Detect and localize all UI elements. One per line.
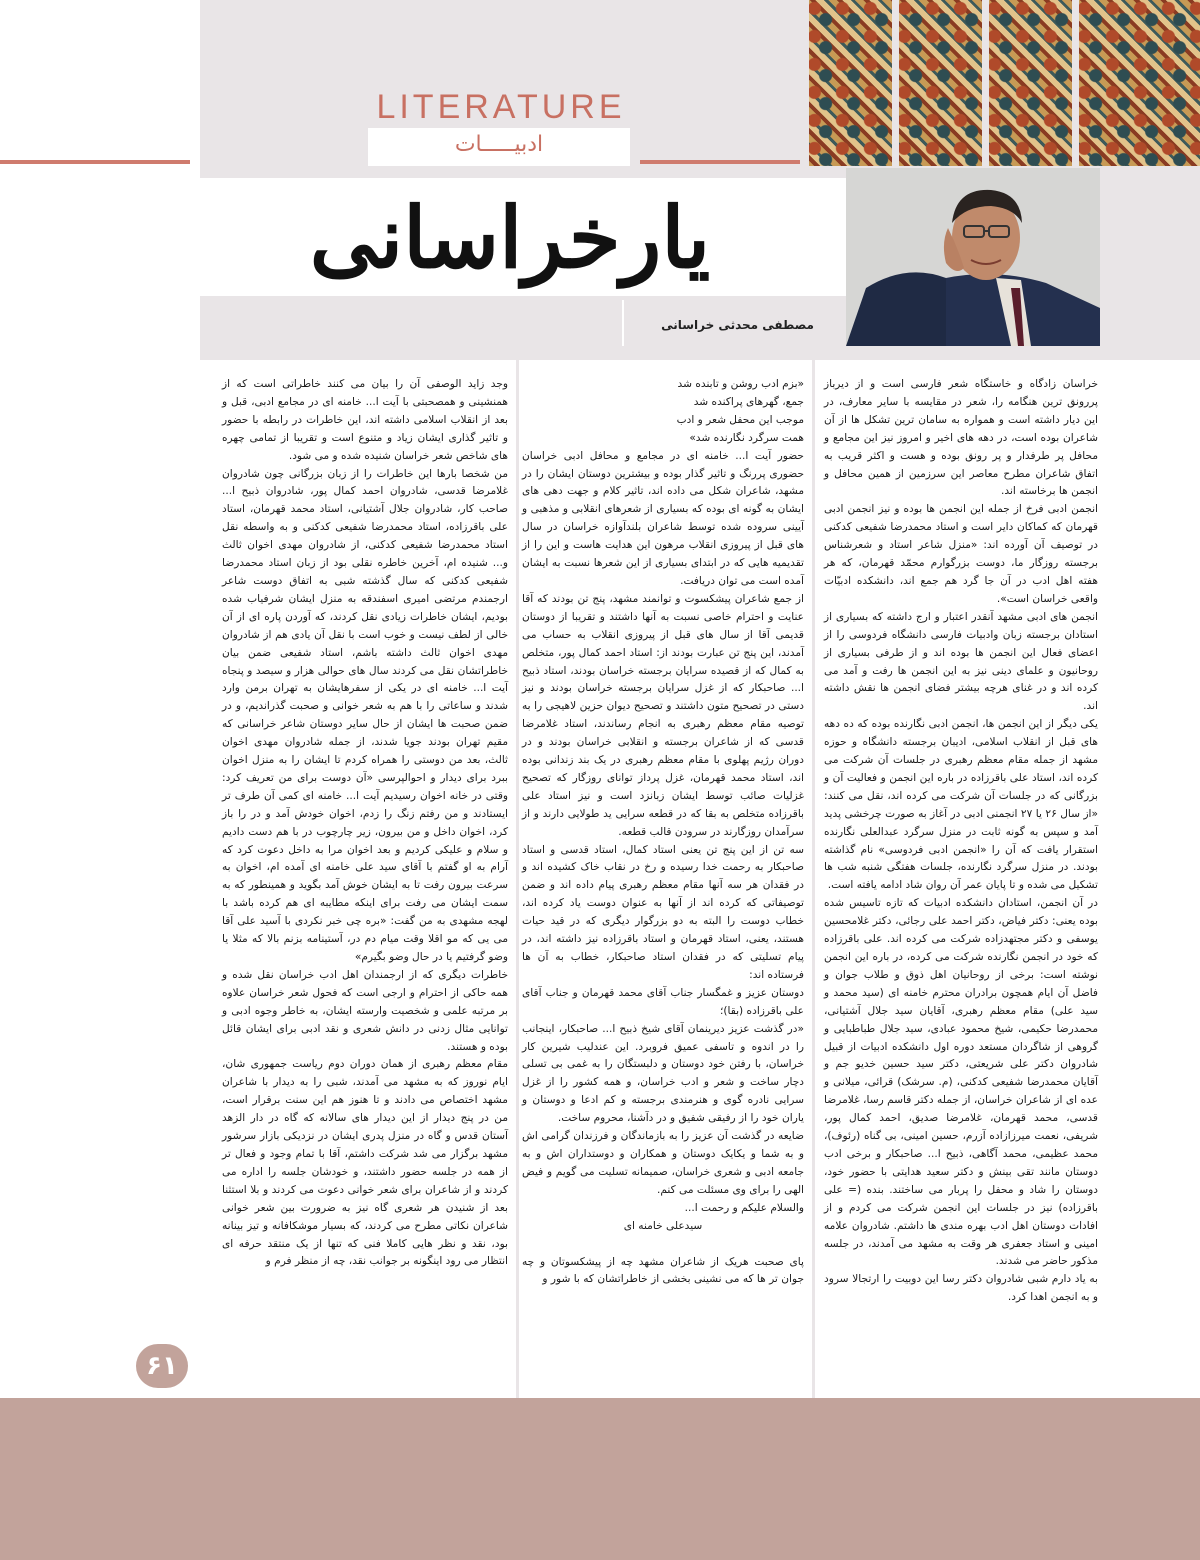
paragraph: خاطرات دیگری که از ارجمندان اهل ادب خراسان نقل شده و همه حاکی از احترام و ارجی است که فحول شعر خراسان علاوه بر مرتبه علمی و شخصیت وارسته ایشان، به خاطر وجوه ادبی و توانایی مثال زدنی در دانش شعری و نقد ادبی برای ایشان قائل بوده و هستند. bbox=[222, 968, 508, 1053]
column-middle bbox=[522, 376, 804, 1289]
paragraph: حضور آیت ا... خامنه ای در مجامع و محافل ادبی خراسان حضوری پررنگ و تاثیر گذار بوده و بیشترین دوستان ایشان را در مشهد، شاعران شکل می داده اند، تاثیر کلام و جهت دهی های ایشان به گونه ای بوده که بسیاری از شعرهای انقلابی و مذهبی و آیینی سروده شده توسط شاعران بلندآوازه خراسان در سال های قبل از پیروزی انقلاب مرهون این هدایت هاست و این را از تقدیمیه هایی که در ابتدای بسیاری از این شعرها نسبت به ایشان آمده است می توان دریافت. bbox=[522, 449, 804, 587]
ornament-tile bbox=[806, 0, 892, 166]
column-divider bbox=[516, 346, 519, 1398]
column-right bbox=[824, 376, 1098, 1307]
section-rule-left bbox=[0, 160, 190, 164]
paragraph: خراسان زادگاه و خاستگاه شعر فارسی است و از دیرباز پررونق ترین هنگامه را، شعر در مقایسه با سایر معارف، در این دیار داشته است و همواره به سامان ترین تشکل ها از آن شاعران بوده است، در دهه های اخیر و امروز نیز این مجامع و محافل پر طرفدار و پر رونق بوده و هست و اکثر قریب به اتفاق شاعران مطرح معاصر این سرزمین از همین محافل و انجمن ها برخاسته اند. bbox=[824, 378, 1098, 498]
column-left bbox=[222, 376, 508, 1271]
paragraph: «در گذشت عزیز دیرینمان آقای شیخ ذبیح ا... صاحبکار، اینجانب را در اندوه و تاسفی عمیق فروبرد. این عندلیب شیرین کار خراسان، با رفتن خود دوستان و دلبستگان را به غمی بی تسلی دچار ساخت و شعر و ادب خراسان، و همه کشور را از غزل سرایی نادره گوی و هنرمندی برجسته و کم ادعا و دوستان و یاران خود را از رفیقی شفیق و در دآشنا، محروم ساخت. bbox=[522, 1022, 804, 1125]
paragraph: دوستان عزیز و غمگسار جناب آقای محمد قهرمان و جناب آقای علی باقرزاده (بقا)؛ bbox=[522, 986, 804, 1017]
paragraph: انجمن ادبی فرخ از جمله این انجمن ها بوده و نیز انجمن ادبی قهرمان که کماکان دایر است و استاد محمدرضا شفیعی کدکنی در توصیف آن آورده اند: «منزل شاعر استاد و شعرشناس برجسته روزگار ما، دوست بزرگوارم محمّد قهرمان، که هر هفته اهل ادب در آن جا گرد هم جمع اند، دانشکده ادبیّات واقعی خراسان است». bbox=[824, 503, 1098, 605]
article-title: یارخراسانی bbox=[309, 188, 711, 287]
article-author: مصطفی محدثی خراسانی bbox=[661, 318, 814, 332]
paragraph: از جمع شاعران پیشکسوت و توانمند مشهد، پنج تن بودند که آقا عنایت و احترام خاصی نسبت به آنها داشتند و تقریبا از دوستان قدیمی آقا از سال های قبل از پیروزی انقلاب به حساب می آمدند، این پنج تن عبارت بودند از: استاد احمد کمال پور، متخلص به کمال که از قصیده سرایان برجسته خراسان بودند، استاد ذبیح ا... صاحبکار که از غزل سرایان برجسته خراسان بودند و نیز دستی در تصحیح متون داشتند و تصحیح دیوان حزین لاهیجی را به توصیه مقام معظم رهبری به انجام رساندند، استاد غلامرضا قدسی که از شاعران برجسته و انقلابی خراسان بودند و در دوران رژیم پهلوی با مقام معظم رهبری در یک بند زندانی بوده اند، استاد محمد قهرمان، غزل پرداز توانای روزگار که تصحیح غزلیات صائب توسط ایشان زبانزد است و نیز استاد علی باقرزاده متخلص به بقا که در قطعه سرایی ید طولایی دارند و از سرآمدان روزگارند در سرودن قالب قطعه. bbox=[522, 592, 804, 838]
bottom-band bbox=[0, 1398, 1200, 1560]
poem-line: جمع، گهرهای پراکنده شد bbox=[693, 395, 804, 408]
poem-line: «بزم ادب روشن و تابنده شد bbox=[677, 378, 804, 390]
paragraph: من شخصا بارها این خاطرات را از زبان بزرگانی چون شادروان غلامرضا قدسی، شادروان احمد کمال پور، شادروان ذبیح ا... صاحب کار، شادروان جلال آشتیانی، استاد محمد قهرمان، استاد علی باقرزاده، استاد محمدرضا شفیعی کدکنی و به واسطه نقل استاد محمدرضا شفیعی کدکنی، از شادروان مهدی اخوان ثالث و... شنیده ام، آخرین خاطره نقلی بود از زبان استاد محمدرضا شفیعی کدکنی که سال گذشته شبی به اتفاق دوست شاعر ارجمندم مرتضی امیری اسفندقه به منزل ایشان شرفیاب شده بودیم، ایشان خاطرات زیادی نقل کردند، که آوردن پاره ای از آن خالی از لطف نیست و خوب است با نقل آن یادی هم از شادروان مهدی اخوان ثالث داشته باشم، استاد شفیعی ضمن بیان خاطراتشان نقل می کردند سال های حوالی هزار و سیصد و پنجاه آیت ا... خامنه ای در یکی از سفرهایشان به تهران برمن وارد شدند و ساعاتی را با هم به شعر خوانی و صحبت گذراندیم، و در ضمن صحبت ها ایشان از حال سایر دوستان شاعر خراسانی که مقیم تهران بودند جویا شدند، از جمله شادروان مهدی اخوان ثالث، بعد من دوستی را همراه کردم تا ایشان را به منزل اخوان ببرد برای دیدار و احوالپرسی «آن دوست برای من تعریف کرد: وقتی در خانه اخوان رسیدیم آیت ا... خامنه ای کمی آن طرف تر ایستادند و من رفتم زنگ را زدم، اخوان خودش آمد و در را باز کرد، اخوان داخل و من بیرون، زیر چارچوب در با هم دست دادیم و سلام و علیکی کردیم و بعد اخوان مرا به داخل دعوت کرد که آرام به او گفتم با آقای سید علی خامنه ای آمده ام، اخوان به سرعت بیرون رفت تا به ایشان خوش آمد بگوید و همینطور که به سمت ایشان می رفت برای اینکه مطایبه ای هم کرده باشد با لهجه مشهدی به من گفت: «بره چی خبر نکردی با آسید علی آقا می یی که مو اقلا وقت میام دم در، آستینامه بزنم بالا که مثلا یا وضو گرفتیم یا در حال وضو بگیرم» bbox=[222, 467, 508, 963]
page-number: ۶۱ bbox=[136, 1344, 188, 1388]
paragraph: وجد زاید الوصفی آن را بیان می کنند خاطراتی است که از همنشینی و همصحبتی با آیت ا... خامنه ای در مجامع ادبی، قبل و بعد از انقلاب اسلامی داشته اند، این خاطرات در رابطه با حضور و تاثیر گذاری ایشان زیاد و متنوع است و تقریبا از تمامی چهره های شاخص شعر خراسان شنیده شده و می شود. bbox=[222, 378, 508, 462]
section-title-fa: ادبیـــــات bbox=[454, 132, 544, 157]
paragraph: در آن انجمن، استادان دانشکده ادبیات که تازه تاسیس شده بوده یعنی: دکتر فیاض، دکتر احمد علی رجائی، دکتر غلامحسین یوسفی و دکتر مجتهدزاده شرکت می کرده اند. علی باقرزاده که خود در انجمن نگارنده شرکت می کرده، در باره این انجمن نوشته است: برخی از روحانیان اهل ذوق و طلاب جوان و فاضل آن ایام همچون برادران محترم خامنه ای (سید محمد و سید علی) مقام معظم رهبری، آقایان سید جلال آشتیانی، محمدرضا حکیمی، شیخ محمود عبادی، سید جلال طباطبایی و گروهی از شاگردان مستعد دوره اول دانشکده ادبیات از قبیل شادروان دکتر علی شریعتی، دکتر سید حسین خدیو جم و آقایان محمدرضا شفیعی کدکنی، (م. سرشک) قرائی، میلانی و عده ای از شاعران خراسان، از جمله دکتر قاسم رسا، غلامرضا قدسی، محمد قهرمان، غلامرضا صدیق، احمد کمال پور، شریفی، نعمت میرزازاده آزرم، حسین امینی، بی گناه (رئوف)، محمد عظیمی، محمد آگاهی، ذبیح ا... صاحبکار و برخی ادب دوستان مانند تقی بینش و دکتر سعید هدایتی با حضور خود، دوستان را شاد و محفل را پربار می ساختند. بنده (= علی باقرزاده) نیز در جلسات این انجمن شرکت می کردم و از افادات دوستان اهل ادب بهره مندی ها داشتم. شادروان علامه امینی و استاد جعفری هر وقت به مشهد می آمدند، در جلسه مذکور حاضر می شدند. bbox=[824, 897, 1098, 1268]
section-title-en: LITERATURE bbox=[376, 88, 626, 126]
ornament-tile bbox=[986, 0, 1072, 166]
section-title-fa-box bbox=[368, 128, 630, 166]
poem-line: همت سرگرد نگارنده شد» bbox=[689, 431, 804, 444]
paragraph: انجمن های ادبی مشهد آنقدر اعتبار و ارج داشته که بسیاری از استادان برجسته زبان وادبیات فارسی دانشگاه فردوسی را از اعضای فعال این انجمن ها بوده اند و از طرفی بسیاری از روحانیون و علمای دینی نیز به این انجمن ها رفت و آمد می کرده اند و در غنای هرچه بیشتر فضای انجمن ها نقش داشته اند. bbox=[824, 610, 1098, 713]
paragraph: سه تن از این پنج تن یعنی استاد کمال، استاد قدسی و استاد صاحبکار به رحمت خدا رسیده و رخ در نقاب خاک کشیده اند و در فقدان هر سه آنها مقام معظم رهبری پیام داده اند و ضمن توصیفاتی که کرده اند از آنها به عنوان دوست یاد کرده اند، خطاب دوست را البته به دو بزرگوار دیگری که در قید حیات هستند، یعنی، استاد قهرمان و استاد باقرزاده نیز داشته اند، در پیام تسلیتی که در فقدان استاد صاحبکار، خطاب به آن ها فرستاده اند: bbox=[522, 843, 804, 981]
paragraph: یکی دیگر از این انجمن ها، انجمن ادبی نگارنده بوده که ده دهه های قبل از انقلاب اسلامی، ادیبان برجسته دانشگاه و حوزه مشهد از جمله مقام معظم رهبری در جلسات آن شرکت می کرده اند، استاد علی باقرزاده در باره این انجمن و فعالیت آن و بزرگانی که در جلسات آن شرکت می کرده اند، نقل می کنند: «از سال ۲۶ یا ۲۷ انجمنی ادبی در آغاز به صورت چرخشی پدید آمد و سپس به گونه ثابت در منزل سرگرد عبدالعلی نگارنده استقرار یافت که آن را «انجمن ادبی فردوسی» نام گذاشته بودند. در منزل سرگرد نگارنده، جلسات هفتگی شنبه شب ها تشکیل می شده و تا پایان عمر آن روان شاد ادامه یافته است. bbox=[824, 718, 1098, 892]
paragraph: مقام معظم رهبری از همان دوران دوم ریاست جمهوری شان، ایام نوروز که به مشهد می آمدند، شبی را به دیدار با شاعران مشهد اختصاص می دادند و تا هنوز هم این سنت برقرار است، من در پنج دیدار از این دیدار های سالانه که گاه در دار الزهد آستان قدس و گاه در منزل پدری ایشان در نزدیکی بازار سرشور مشهد برگزار می شد شرکت داشتم، آقا با تمام وجود و فعال تر از همه در جلسه حضور داشتند، و خودشان جلسه را اداره می کردند و از شاعران برای شعر خوانی دعوت می کردند و بلا استثنا بعد از شنیدن هر شعری گاه نیز به ضرورت بین شعر خوانی شاعران نکاتی مطرح می کردند، که بسیار موشکافانه و تیز بینانه بود، نقد و نظر هایی کاملا فنی که تنها از یک منتقد حرفه ای انتظار می رود اینگونه بر جوانب نقد، چه از منظر فرم و bbox=[222, 1058, 508, 1268]
paragraph: به یاد دارم شبی شادروان دکتر رسا این دوبیت را ارتجالا سرود و به انجمن اهدا کرد. bbox=[824, 1273, 1098, 1304]
author-photo bbox=[846, 168, 1100, 346]
paragraph: والسلام علیکم و رحمت ا... bbox=[684, 1201, 804, 1214]
paragraph: ضایعه در گذشت آن عزیز را به بازماندگان و فرزندان گرامی اش و به شما و یکایک دوستان و همکاران و دوستداران اش و به جامعه ادبی و شعری خراسان، صمیمانه تسلیت می گویم و فیض الهی را برای وی مسئلت می کنم. bbox=[522, 1130, 804, 1196]
ornament-tile bbox=[1076, 0, 1200, 166]
signature: سیدعلی خامنه ای bbox=[623, 1219, 703, 1232]
paragraph: پای صحبت هریک از شاعران مشهد چه از پیشکسوتان و چه جوان تر ها که می نشینی بخشی از خاطراتشان که با شور و bbox=[522, 1255, 804, 1286]
poem-line: موجب این محفل شعر و ادب bbox=[676, 413, 804, 426]
column-divider bbox=[812, 346, 815, 1398]
section-rule-right bbox=[640, 160, 800, 164]
ornament-tile bbox=[896, 0, 982, 166]
